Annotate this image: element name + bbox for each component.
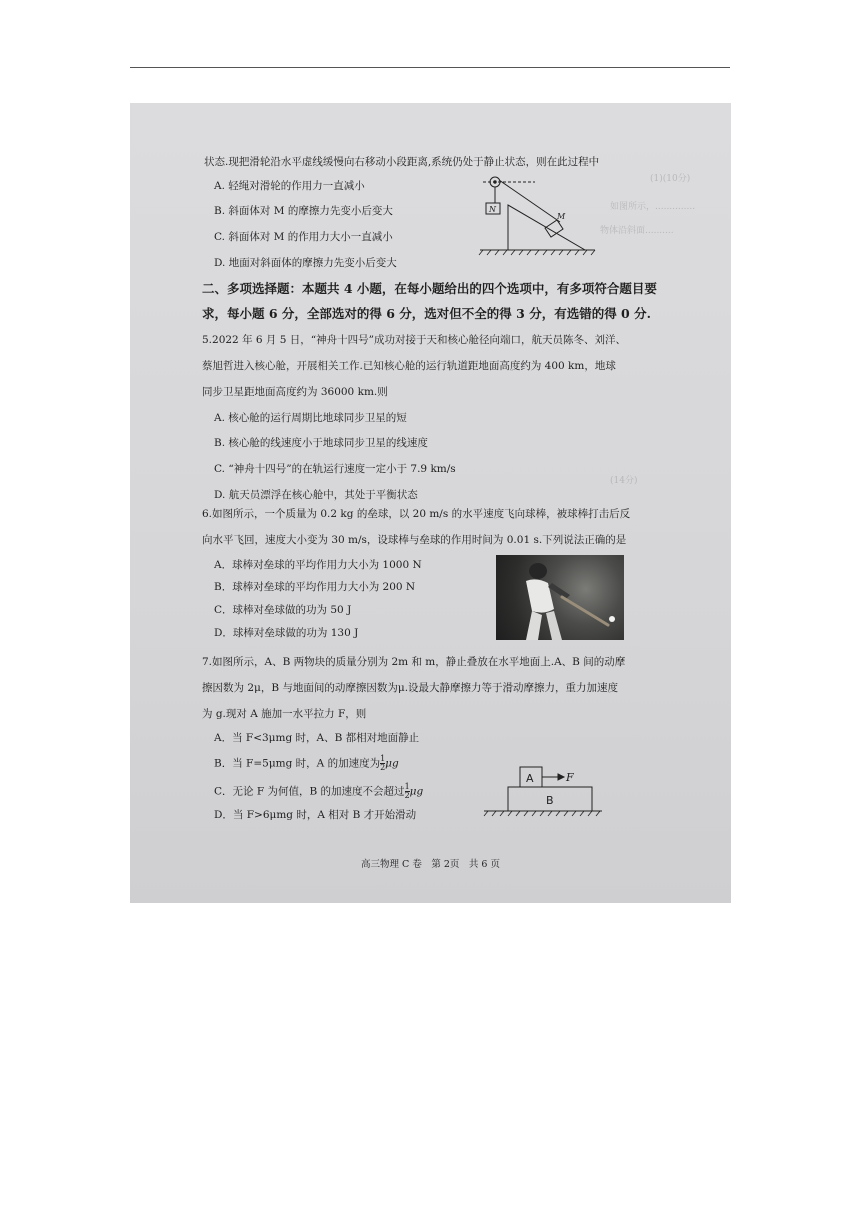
fraction-numerator: 1 — [404, 782, 410, 791]
baseball-batter-photo — [496, 555, 624, 640]
floor-hatch — [484, 811, 600, 816]
label-f: F — [566, 771, 574, 784]
fraction-denominator: 2 — [380, 763, 386, 772]
section2-title-line2: 求，每小题 6 分，全部选对的得 6 分，选对但不全的得 3 分，有选错的得 0 分. — [202, 306, 651, 321]
q7-option-c — [214, 783, 423, 800]
section2-title-line1: 二、多项选择题：本题共 4 小题，在每小题给出的四个选项中，有多项符合题目要 — [202, 281, 657, 296]
q4-option-c: C. 斜面体对 M 的作用力大小一直减小 — [214, 231, 393, 243]
q5-option-a: A. 核心舱的运行周期比地球同步卫星的短 — [214, 412, 407, 424]
q4-option-b: B. 斜面体对 M 的摩擦力先变小后变大 — [214, 205, 393, 217]
mu-g-term: μg — [409, 785, 424, 798]
q6-option-d: D．球棒对垒球做的功为 130 J — [214, 627, 359, 639]
q4-option-a: A. 轻绳对滑轮的作用力一直减小 — [214, 180, 365, 192]
label-m: M — [557, 212, 566, 221]
q6-line2: 向水平飞回，速度大小变为 30 m/s，设球棒与垒球的作用时间为 0.01 s.下列说法正确的是 — [202, 534, 627, 546]
top-rule — [130, 67, 730, 68]
bleed-through-text: 如图所示，.............. — [610, 202, 696, 212]
bleed-through-text: (14分) — [610, 476, 638, 486]
label-b: B — [546, 794, 554, 807]
q5-line3: 同步卫星距地面高度约为 36000 km.则 — [202, 386, 388, 398]
q7-line2: 擦因数为 2μ，B 与地面间的动摩擦因数为μ.设最大静摩擦力等于滑动摩擦力，重力加速度 — [202, 682, 619, 694]
batter-silhouette — [496, 555, 624, 640]
fraction-denominator: 2 — [404, 791, 410, 800]
q7-option-d: D．当 F>6μmg 时，A 相对 B 才开始滑动 — [214, 809, 417, 821]
mu-g-term: μg — [385, 757, 399, 770]
exam-paper — [130, 103, 731, 903]
fraction-numerator: 1 — [380, 754, 386, 763]
q6-option-c: C．球棒对垒球做的功为 50 J — [214, 604, 352, 616]
label-a: A — [526, 772, 534, 785]
q6-line1: 6.如图所示，一个质量为 0.2 kg 的垒球，以 20 m/s 的水平速度飞向球棒，被球棒打击后反 — [202, 508, 631, 520]
q7-option-b-text: B．当 F=5μmg 时，A 的加速度为 — [214, 757, 381, 770]
q6-option-b: B．球棒对垒球的平均作用力大小为 200 N — [214, 581, 416, 593]
q7-option-a: A．当 F<3μmg 时，A、B 都相对地面静止 — [214, 732, 420, 744]
page-footer: 高三物理 C 卷 第 2页 共 6 页 — [361, 859, 500, 870]
bleed-through-text: (1)(10分) — [650, 174, 691, 184]
q5-option-b: B. 核心舱的线速度小于地球同步卫星的线速度 — [214, 437, 428, 449]
q7-option-b — [214, 755, 399, 772]
stacked-blocks-diagram — [480, 763, 605, 821]
force-arrowhead — [558, 774, 564, 780]
q5-option-c: C. “神舟十四号”的在轨运行速度一定小于 7.9 km/s — [214, 463, 456, 475]
q7-option-c-text: C．无论 F 为何值，B 的加速度不会超过 — [214, 785, 405, 798]
q5-option-d: D. 航天员漂浮在核心舱中，其处于平衡状态 — [214, 489, 418, 501]
q4-option-d: D. 地面对斜面体的摩擦力先变小后变大 — [214, 257, 397, 269]
label-n: N — [489, 205, 496, 214]
bleed-through-text: 物体沿斜面.......... — [600, 226, 674, 236]
q7-line3: 为 g.现对 A 施加一水平拉力 F，则 — [202, 708, 367, 720]
intro-line: 状态.现把滑轮沿水平虚线缓慢向右移动小段距离,系统仍处于静止状态，则在此过程中 — [204, 156, 600, 168]
ground-hatch — [479, 250, 595, 255]
scanned-page — [130, 103, 731, 903]
pulley-incline-diagram — [475, 175, 600, 259]
q5-line2: 蔡旭哲进入核心舱，开展相关工作.已知核心舱的运行轨道距地面高度约为 400 km，地球 — [202, 360, 616, 372]
q6-option-a: A．球棒对垒球的平均作用力大小为 1000 N — [214, 559, 422, 571]
q7-line1: 7.如图所示，A、B 两物块的质量分别为 2m 和 m，静止叠放在水平地面上.A、B 间的动摩 — [202, 656, 626, 668]
q5-line1: 5.2022 年 6 月 5 日，“神舟十四号”成功对接于天和核心舱径向端口，航天员陈冬、刘洋、 — [202, 334, 627, 346]
